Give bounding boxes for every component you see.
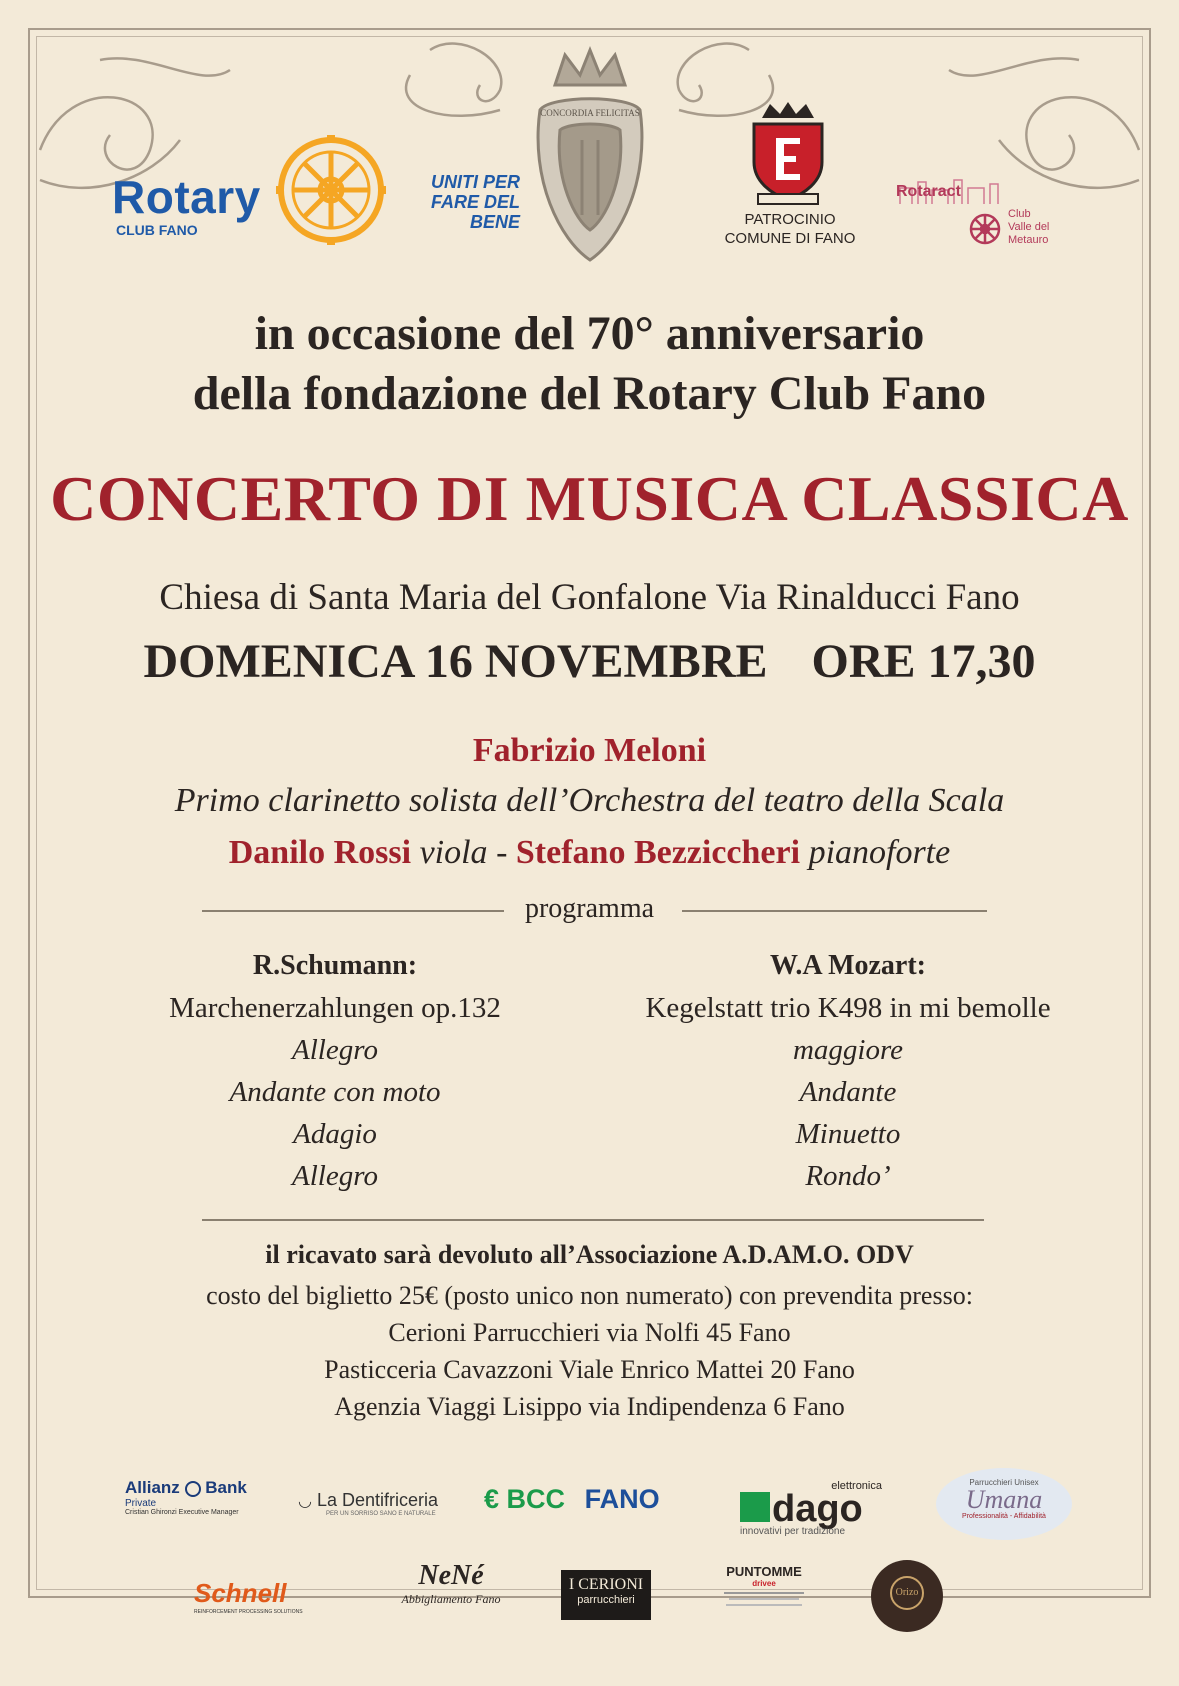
sponsor-schnell: Schnell REINFORCEMENT PROCESSING SOLUTIONS bbox=[194, 1578, 303, 1615]
other-performers: Danilo Rossi viola - Stefano Bezziccheri pianoforte bbox=[228, 834, 951, 871]
rotaract-wordmark: Rotaract bbox=[896, 183, 961, 200]
rotary-motto: UNITI PER FARE DEL BENE bbox=[430, 172, 520, 232]
sponsor-dago: elettronica dago innovativi per tradizione bbox=[740, 1480, 882, 1537]
movement: maggiore bbox=[792, 1034, 904, 1066]
venue: Chiesa di Santa Maria del Gonfalone Via Rinalducci Fano bbox=[159, 577, 1020, 618]
program-right-column bbox=[630, 945, 1066, 1197]
rotaract-club-label: Club Valle del Metauro bbox=[1008, 208, 1050, 246]
sponsor-cerioni: I CERIONI parrucchieri bbox=[561, 1570, 651, 1620]
divider bbox=[729, 1598, 799, 1600]
date: DOMENICA 16 NOVEMBRE bbox=[143, 635, 768, 688]
patrocinio-label: PATROCINIO COMUNE DI FANO bbox=[724, 211, 856, 247]
outlet: Agenzia Viaggi Lisippo via Indipendenza 6 Fano bbox=[334, 1392, 845, 1421]
program-left-column bbox=[140, 945, 530, 1197]
work-title: Kegelstatt trio K498 in mi bemolle bbox=[645, 992, 1051, 1024]
tooth-icon: ◡ bbox=[298, 1493, 312, 1510]
main-performer-role: Primo clarinetto solista dell’Orchestra del teatro della Scala bbox=[174, 782, 1005, 819]
sponsor-dentifriceria: ◡ La Dentifriceria PER UN SORRISO SANO E NATURALE bbox=[298, 1490, 439, 1517]
movement: Rondo’ bbox=[805, 1160, 891, 1192]
program-label: programma bbox=[524, 893, 655, 924]
movement: Allegro bbox=[292, 1160, 378, 1192]
sponsor-puntocomme: PUNTOMME drivee bbox=[712, 1564, 816, 1610]
sponsor-allianz: Allianz Bank Private Cristian Ghironzi Executive Manager bbox=[125, 1478, 247, 1516]
svg-text:CONCORDIA FELICITAS: CONCORDIA FELICITAS bbox=[540, 108, 640, 118]
outlet: Pasticceria Cavazzoni Viale Enrico Mattei 20 Fano bbox=[324, 1355, 855, 1384]
allianz-eagle-icon bbox=[185, 1481, 201, 1497]
rotary-wheel-icon bbox=[276, 135, 386, 245]
comune-fano-arms-icon bbox=[744, 102, 832, 206]
movement: Andante bbox=[799, 1076, 897, 1108]
dago-logo-icon bbox=[740, 1492, 770, 1522]
date-time bbox=[0, 634, 1179, 689]
divider bbox=[724, 1592, 804, 1594]
rotary-wordmark: Rotary bbox=[112, 171, 261, 223]
movement: Minuetto bbox=[795, 1118, 901, 1150]
movement: Adagio bbox=[293, 1118, 377, 1150]
divider bbox=[682, 910, 987, 912]
divider bbox=[726, 1604, 802, 1606]
rotary-club-label: CLUB FANO bbox=[116, 222, 198, 238]
sponsor-bcc-fano: € BCC FANO bbox=[484, 1484, 660, 1514]
composer-mozart: W.A Mozart: bbox=[769, 950, 927, 981]
beneficiary: il ricavato sarà devoluto all’Associazione A.D.AM.O. ODV bbox=[265, 1240, 914, 1269]
work-title: Marchenerzahlungen op.132 bbox=[169, 992, 501, 1024]
city-crest-icon bbox=[520, 30, 660, 270]
movement: Allegro bbox=[292, 1034, 378, 1066]
rotaract-wheel-icon bbox=[968, 212, 1002, 246]
movement: Andante con moto bbox=[229, 1076, 441, 1108]
sponsor-umana: Parrucchieri Unisex Umana Professionalità - Affidabilità bbox=[936, 1468, 1072, 1540]
sponsor-orizo: Orizo bbox=[871, 1560, 943, 1632]
composer-schumann: R.Schumann: bbox=[252, 950, 418, 981]
divider bbox=[202, 1219, 984, 1221]
time: ORE 17,30 bbox=[811, 635, 1036, 688]
intro-text: in occasione del 70° anniversario della fondazione del Rotary Club Fano bbox=[192, 307, 987, 420]
ticket-info: costo del biglietto 25€ (posto unico non numerato) con prevendita presso: Cerioni Parrucchieri via Nolfi 45 Fano Pasticceria Cavazzoni Viale Enrico Mattei 20 Fano Agenzia Viaggi Lisippo via Indipendenza 6 Fano bbox=[0, 1277, 1179, 1425]
concert-title: CONCERTO DI MUSICA CLASSICA bbox=[50, 463, 1129, 534]
sponsor-nene: NeNé Abbigliamento Fano bbox=[401, 1560, 501, 1606]
outlet: Cerioni Parrucchieri via Nolfi 45 Fano bbox=[388, 1318, 791, 1347]
main-performer: Fabrizio Meloni bbox=[472, 732, 707, 769]
bcc-logo-icon: € bbox=[484, 1484, 500, 1514]
